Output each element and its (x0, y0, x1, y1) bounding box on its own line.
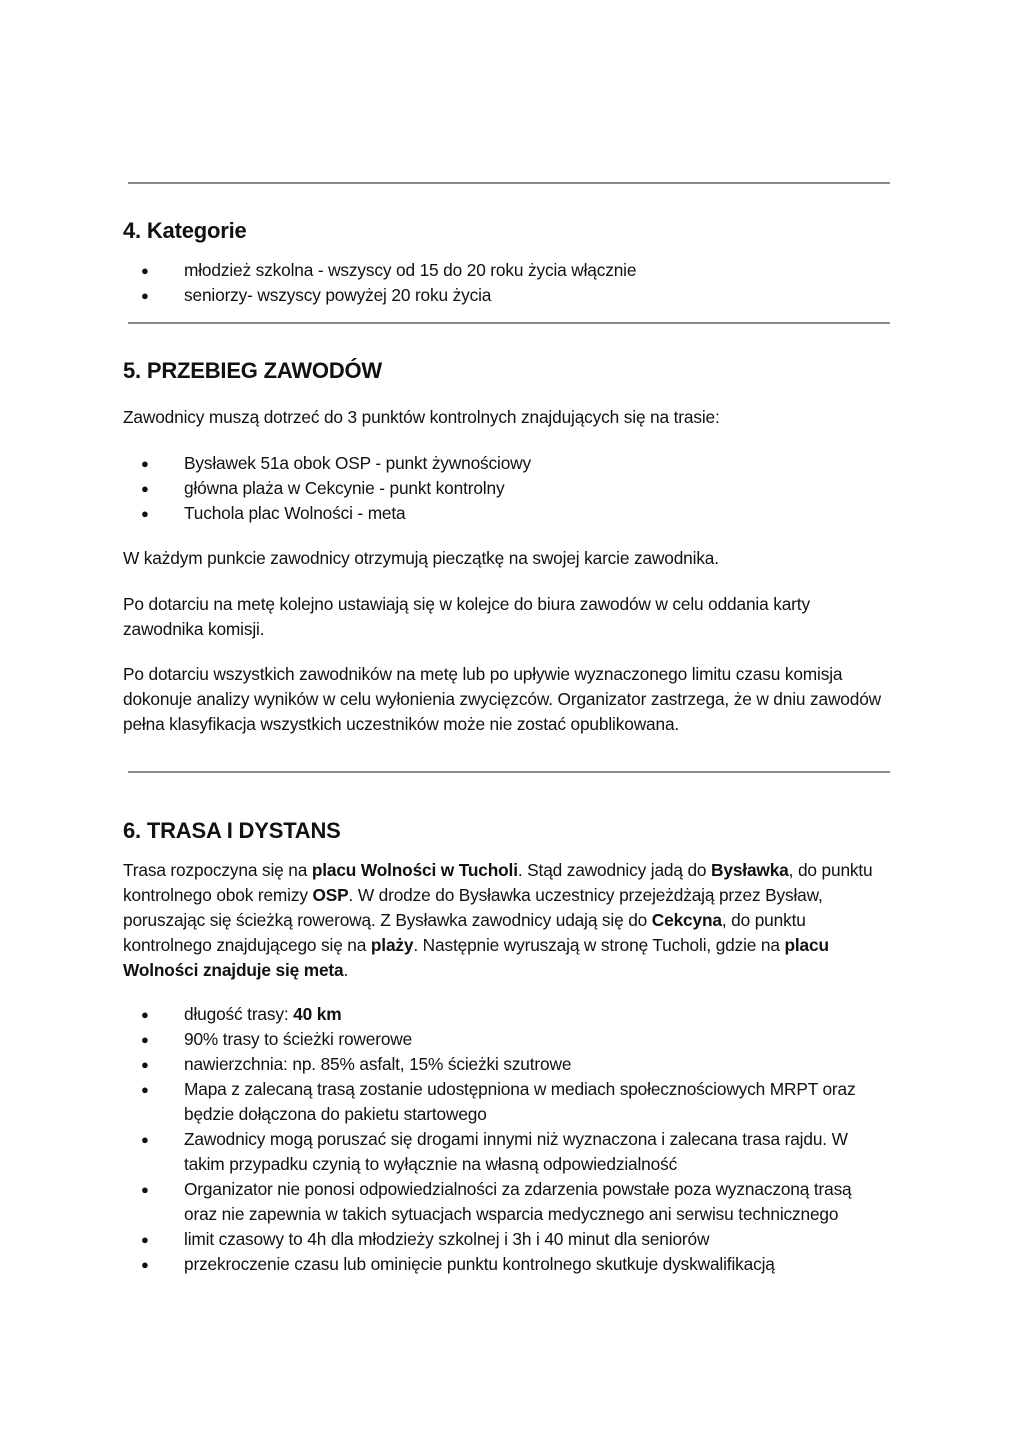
bullet-icon: ● (141, 456, 149, 471)
checkpoints-list (123, 451, 883, 526)
list-item: ● Zawodnicy mogą poruszać się drogami innymi niż wyznaczona i zalecana trasa rajdu. W takim przypadku czynią to wyłącznie na własną odpowiedzialność (141, 1129, 848, 1174)
bullet-icon: ● (141, 1057, 149, 1072)
list-item: ● Organizator nie ponosi odpowiedzialności za zdarzenia powstałe poza wyznaczoną trasą oraz nie zapewnia w takich sytuacjach wsparcia medycznego ani serwisu technicznego (141, 1179, 852, 1224)
bullet-icon: ● (141, 1082, 149, 1097)
divider-top (128, 182, 890, 184)
list-item: ● seniorzy- wszyscy powyżej 20 roku życia (123, 283, 883, 308)
list-item: ● nawierzchnia: np. 85% asfalt, 15% ścieżki szutrowe (123, 1052, 883, 1077)
list-item: ● Mapa z zalecaną trasą zostanie udostępniona w mediach społecznościowych MRPT oraz będzie dołączona do pakietu startowego (141, 1079, 856, 1124)
categories-list (123, 258, 883, 308)
bullet-icon: ● (141, 1032, 149, 1047)
stamp-paragraph: W każdym punkcie zawodnicy otrzymują pieczątkę na swojej karcie zawodnika. (123, 548, 719, 568)
bullet-icon: ● (141, 288, 149, 303)
list-item: ● limit czasowy to 4h dla młodzieży szkolnej i 3h i 40 minut dla seniorów (123, 1227, 883, 1252)
route-details-list (123, 1002, 883, 1277)
bullet-icon: ● (141, 1232, 149, 1247)
bullet-icon: ● (141, 1182, 149, 1197)
list-item: ● główna plaża w Cekcynie - punkt kontrolny (123, 476, 883, 501)
results-paragraph: Po dotarciu wszystkich zawodników na metę lub po upływie wyznaczonego limitu czasu komisja dokonuje analizy wyników w celu wyłonienia zwycięzców. Organizator zastrzega, że w dniu zawodów pełna klasyfikacja wszystkich uczestników może nie zostać opublikowana. (123, 664, 882, 734)
list-item: ● młodzież szkolna - wszyscy od 15 do 20 roku życia włącznie (123, 258, 883, 283)
finish-paragraph: Po dotarciu na metę kolejno ustawiają się w kolejce do biura zawodów w celu oddania karty zawodnika komisji. (123, 594, 810, 639)
list-item: ● przekroczenie czasu lub ominięcie punktu kontrolnego skutkuje dyskwalifikacją (123, 1252, 883, 1277)
list-item: ● Tuchola plac Wolności - meta (123, 501, 883, 526)
route-paragraph: Trasa rozpoczyna się na placu Wolności w Tucholi. Stąd zawodnicy jadą do Bysławka, do punktu kontrolnego obok remizy OSP. W drodze do Bysławka uczestnicy przejeżdżają przez Bysław, poruszając się ścieżką rowerową. Z Bysławka zawodnicy udają się do Cekcyna, do punktu kontrolnego znajdującego się na plaży. Następnie wyruszają w stronę Tucholi, gdzie na placu Wolności znajduje się meta. (123, 860, 873, 980)
bullet-icon: ● (141, 263, 149, 278)
section-4-heading: 4. Kategorie (123, 218, 247, 243)
divider (128, 322, 890, 324)
bullet-icon: ● (141, 1257, 149, 1272)
bullet-icon: ● (141, 481, 149, 496)
section-6-heading: 6. TRASA I DYSTANS (123, 818, 341, 843)
list-item: ● Bysławek 51a obok OSP - punkt żywnościowy (123, 451, 883, 476)
checkpoints-intro: Zawodnicy muszą dotrzeć do 3 punktów kontrolnych znajdujących się na trasie: (123, 407, 720, 427)
list-item: ● 90% trasy to ścieżki rowerowe (123, 1027, 883, 1052)
bullet-icon: ● (141, 506, 149, 521)
section-5-heading: 5. PRZEBIEG ZAWODÓW (123, 358, 382, 383)
list-item: ● długość trasy: 40 km (123, 1002, 883, 1027)
bullet-icon: ● (141, 1132, 149, 1147)
bullet-icon: ● (141, 1007, 149, 1022)
divider (128, 771, 890, 773)
